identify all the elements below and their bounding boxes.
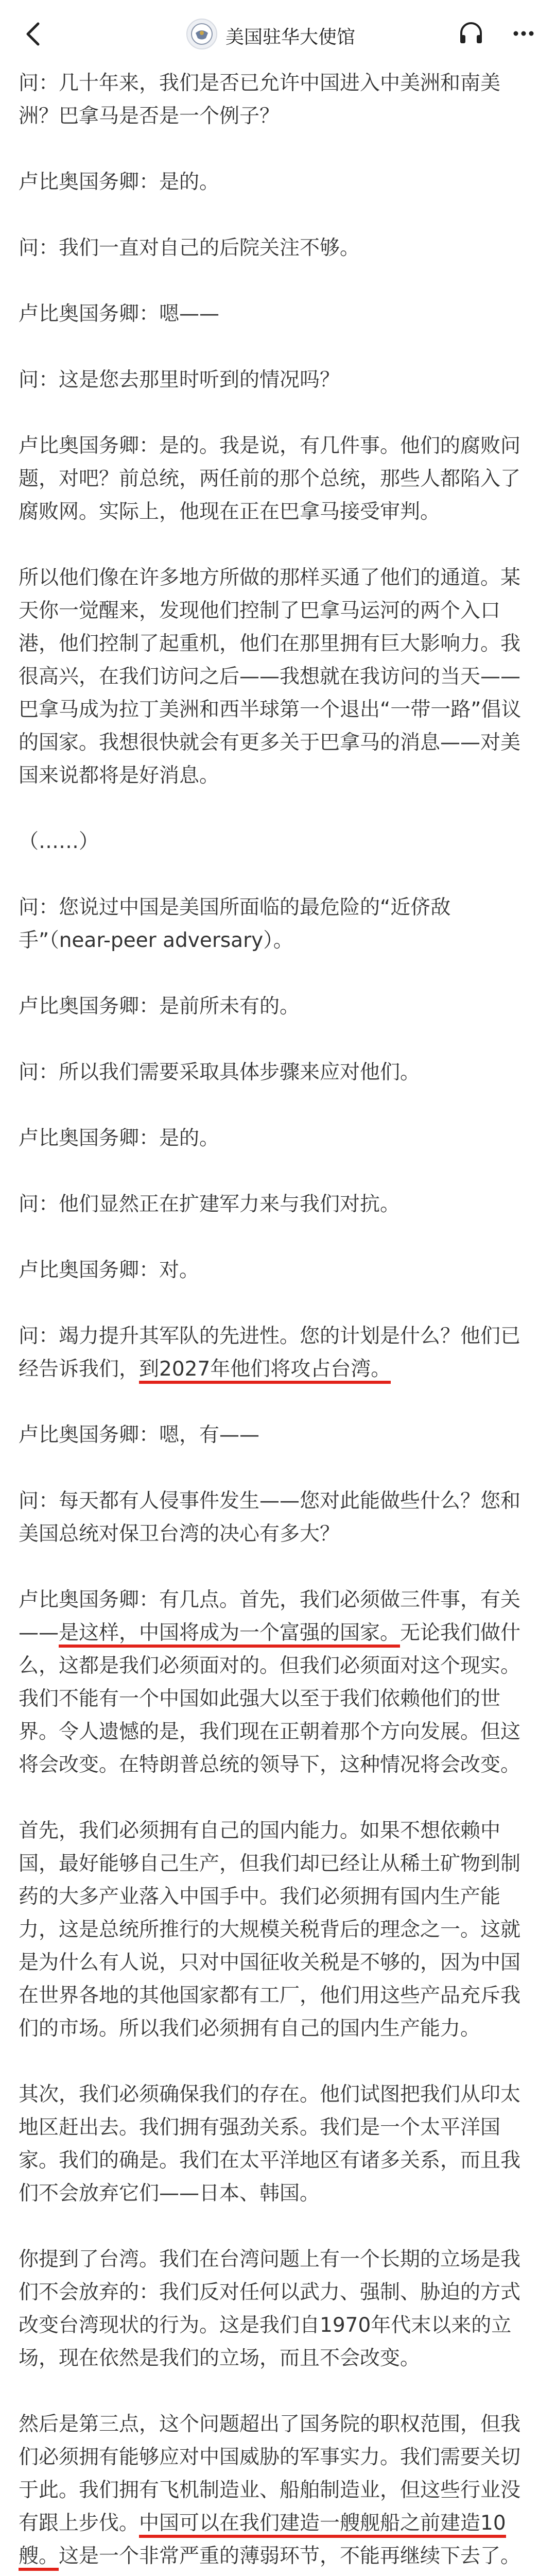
- paragraph: 问：几十年来，我们是否已允许中国进入中美洲和南美洲？巴拿马是否是一个例子？: [19, 72, 501, 128]
- text: 卢比奥国务卿：有几点。首先，我们必须做三件事，有关——: [19, 1588, 521, 1645]
- paragraph: 问：这是您去那里时听到的情况吗？: [19, 368, 340, 392]
- text: 无论我们做什么，这都是我们必须面对的。但我们必须面对这个现实。我们不能有一个中国如此强大以至于我们依赖他们的世界。令人遗憾的是，我们现在正朝着那个方向发展。但这将会改变。在特朗普总统的领导下，这种情况将会改变。: [19, 1621, 521, 1776]
- paragraph: 卢比奥国务卿：嗯——: [19, 302, 220, 326]
- text: 这是一个非常严重的薄弱环节，不能再继续下去了。: [59, 2545, 521, 2568]
- paragraph: 卢比奥国务卿：是前所未有的。: [19, 995, 300, 1018]
- highlighted-text: 是这样，中国将成为一个富强的国家。: [59, 1621, 400, 1648]
- paragraph: 卢比奥国务卿：嗯，有——: [19, 1423, 260, 1447]
- back-arrow-icon[interactable]: [19, 19, 49, 49]
- paragraph: 所以他们像在许多地方所做的那样买通了他们的通道。某天你一觉醒来，发现他们控制了巴拿马运河的两个入口港，他们控制了起重机，他们在那里拥有巨大影响力。我很高兴，在我们访问之后——我想就在我访问的当天——巴拿马成为拉丁美洲和西半球第一个退出“一带一路”倡议的国家。我想很快就会有更多关于巴拿马的消息——对美国来说都将是好消息。: [19, 566, 522, 787]
- paragraph: [19, 1320, 537, 1386]
- paragraph: 卢比奥国务卿：是的。我是说，有几件事。他们的腐败问题，对吧？前总统，两任前的那个总统，那些人都陷入了腐败网。实际上，他现在正在巴拿马接受审判。: [19, 434, 521, 523]
- paragraph: 问：他们显然正在扩建军力来与我们对抗。: [19, 1193, 401, 1216]
- ellipsis: （……）: [19, 830, 99, 853]
- account-name[interactable]: 美国驻华大使馆: [225, 27, 356, 48]
- paragraph: 其次，我们必须确保我们的存在。他们试图把我们从印太地区赶出去。我们拥有强劲关系。我们是一个太平洋国家。我们的确是。我们在太平洋地区有诸多关系，而且我们不会放弃它们——日本、韩国。: [19, 2083, 521, 2205]
- paragraph: [19, 1584, 537, 1782]
- embassy-seal-icon[interactable]: [186, 19, 217, 49]
- text: 问：竭力提升其军队的先进性。您的计划是什么？他们已经告诉我们，: [19, 1325, 521, 1381]
- paragraph: 问：我们一直对自己的后院关注不够。: [19, 236, 360, 260]
- paragraph: 问：所以我们需要采取具体步骤来应对他们。: [19, 1061, 421, 1084]
- paragraph: 你提到了台湾。我们在台湾问题上有一个长期的立场是我们不会放弃的：我们反对任何以武力、强制、胁迫的方式改变台湾现状的行为。这是我们自1970年代末以来的立场，现在依然是我们的立场，而且不会改变。: [19, 2248, 521, 2370]
- highlighted-text: 到2027年他们将攻占台湾。: [139, 1358, 391, 1384]
- highlighted-text: 中国可以在我们建造一艘舰船之前建造10艘。: [19, 2512, 506, 2571]
- paragraph: 卢比奥国务卿：是的。: [19, 171, 220, 194]
- paragraph: 卢比奥国务卿：对。: [19, 1259, 200, 1282]
- paragraph: 首先，我们必须拥有自己的国内能力。如果不想依赖中国，最好能够自己生产，但我们却已经让从稀土矿物到制药的大多产业落入中国手中。我们必须拥有国内生产能力，这是总统所推行的大规模关税背后的理念之一。这就是为什么有人说，只对中国征收关税是不够的，因为中国在世界各地的其他国家都有工厂，他们用这些产品充斥我们的市场。所以我们必须拥有自己的国内生产能力。: [19, 1819, 521, 2040]
- more-icon[interactable]: [509, 19, 538, 48]
- paragraph: 卢比奥国务卿：是的。: [19, 1127, 220, 1150]
- paragraph: 问：您说过中国是美国所面临的最危险的“近侪敌手”（near-peer adversary）。: [19, 896, 451, 952]
- text: 然后是第三点，这个问题超出了国务院的职权范围，但我们必须拥有能够应对中国威胁的军事实力。我们需要关切于此。我们拥有飞机制造业、船舶制造业，但这些行业没有跟上步伐。: [19, 2413, 521, 2535]
- paragraph: [19, 2408, 537, 2576]
- article-body: [19, 67, 537, 2576]
- paragraph: 问：每天都有人侵事件发生——您对此能做些什么？您和美国总统对保卫台湾的决心有多大？: [19, 1489, 521, 1546]
- headphones-icon[interactable]: [456, 19, 486, 48]
